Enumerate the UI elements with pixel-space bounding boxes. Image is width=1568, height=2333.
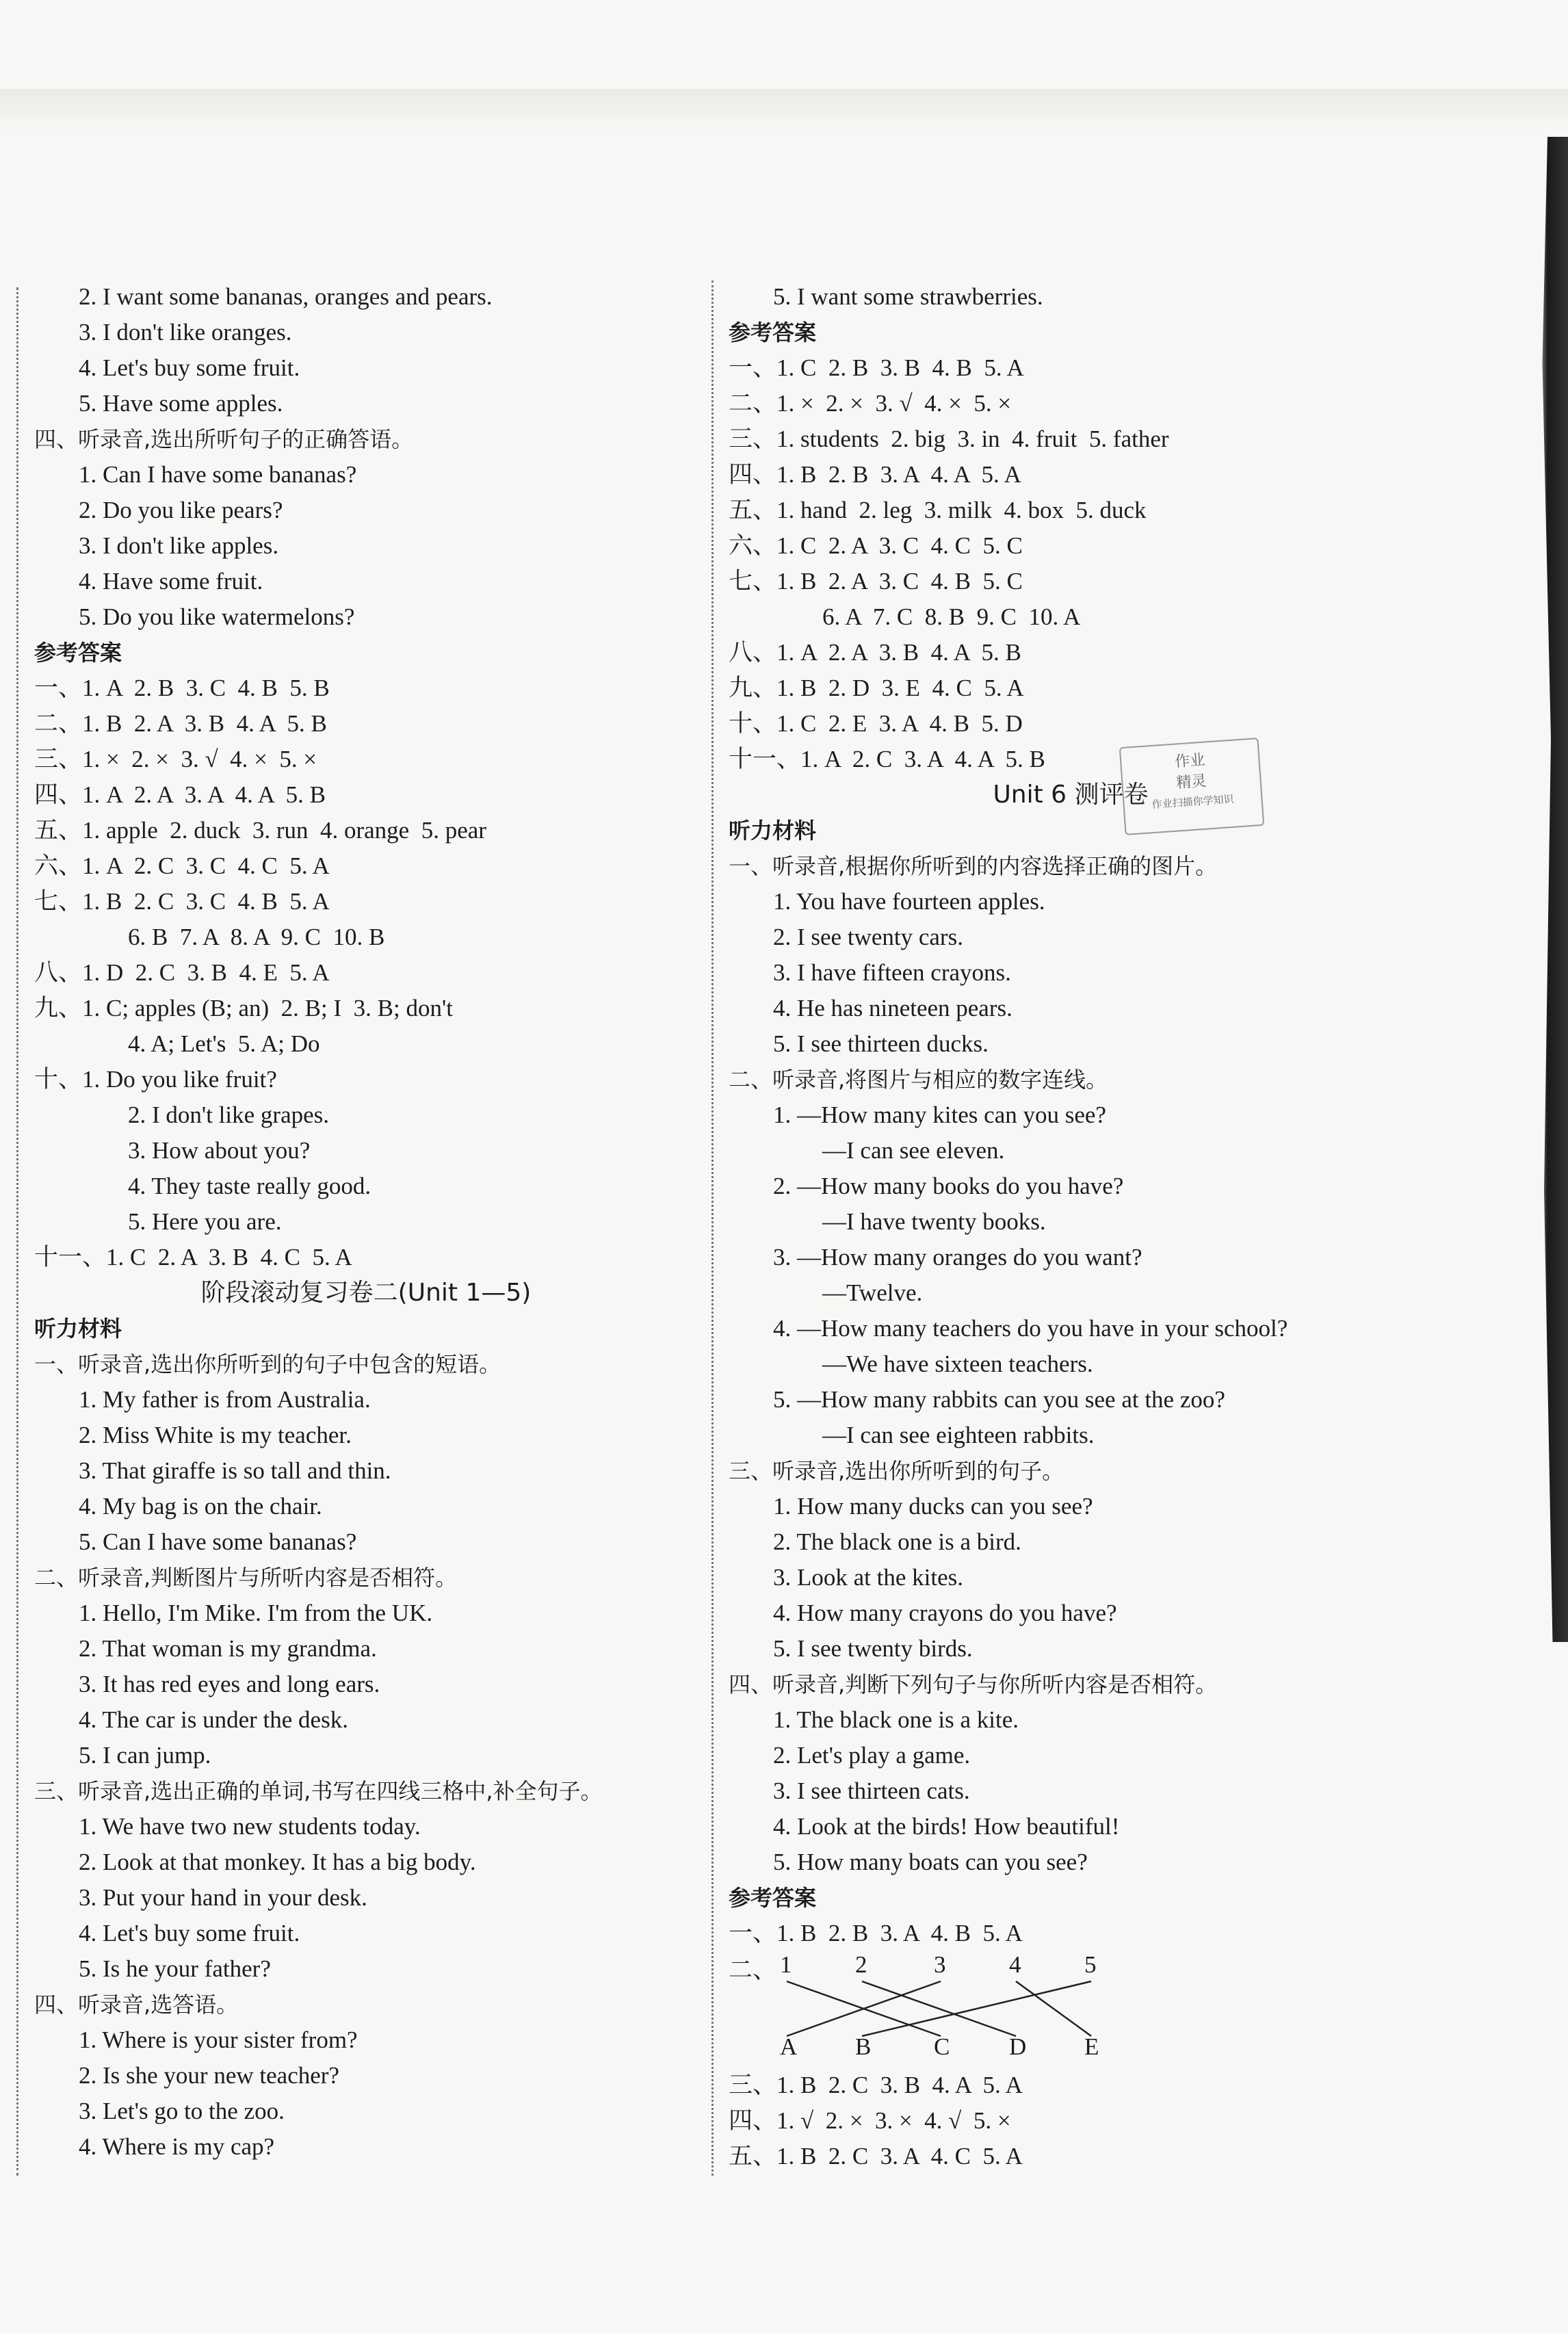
answer-line: 一、1. C 2. B 3. B 4. B 5. A	[729, 354, 1024, 381]
text-line: —Twelve.	[822, 1279, 923, 1306]
text-line: 4. Let's buy some fruit.	[79, 1920, 300, 1946]
answer-line: 四、1. B 2. B 3. A 4. A 5. A	[729, 461, 1021, 488]
page-edge-shadow	[1534, 137, 1568, 1642]
section-title: Unit 6 测评卷	[993, 781, 1149, 809]
answer-line: 九、1. B 2. D 3. E 4. C 5. A	[729, 675, 1024, 701]
column-dotted-rule	[711, 281, 714, 2176]
text-line: 4. Have some fruit.	[79, 568, 263, 595]
app-watermark-stamp	[1119, 738, 1265, 835]
stamp-line: 精灵	[1175, 772, 1207, 792]
answer-key-label: 参考答案	[729, 1885, 817, 1911]
match-line	[862, 1981, 1091, 2036]
text-line: 1. Where is your sister from?	[79, 2026, 358, 2053]
text-line: —I have twenty books.	[822, 1208, 1046, 1235]
answer-line: 五、1. hand 2. leg 3. milk 4. box 5. duck	[729, 497, 1147, 523]
answer-line: 5. Here you are.	[128, 1208, 282, 1235]
match-letter: C	[934, 2033, 950, 2060]
text-line: 3. I don't like apples.	[79, 532, 279, 559]
text-line: 1. We have two new students today.	[79, 1813, 421, 1840]
answer-line: 七、1. B 2. A 3. C 4. B 5. C	[729, 568, 1023, 595]
matching-prefix: 二、	[729, 1957, 777, 1983]
text-line: 1. Can I have some bananas?	[79, 461, 357, 488]
answer-line: 三、1. × 2. × 3. √ 4. × 5. ×	[34, 746, 317, 772]
text-line: 4. My bag is on the chair.	[79, 1493, 322, 1520]
text-line: 1. —How many kites can you see?	[773, 1102, 1106, 1128]
matching-answer	[729, 1951, 1413, 2068]
text-line: —We have sixteen teachers.	[822, 1351, 1093, 1377]
answer-line: 四、1. A 2. A 3. A 4. A 5. B	[34, 781, 326, 808]
text-line: 4. Let's buy some fruit.	[79, 354, 300, 381]
listening-material-label: 听力材料	[729, 818, 817, 844]
text-line: 5. I see thirteen ducks.	[773, 1030, 989, 1057]
text-line: 5. I can jump.	[79, 1742, 211, 1769]
text-line: 5. I see twenty birds.	[773, 1635, 973, 1662]
text-line: 3. That giraffe is so tall and thin.	[79, 1457, 391, 1484]
question-heading: 二、听录音,将图片与相应的数字连线。	[729, 1067, 1108, 1093]
match-number: 3	[934, 1951, 946, 1978]
answer-line: 六、1. C 2. A 3. C 4. C 5. C	[729, 532, 1023, 559]
text-line: 4. Where is my cap?	[79, 2133, 275, 2160]
text-line: 5. Have some apples.	[79, 390, 283, 417]
answer-line: 二、1. B 2. A 3. B 4. A 5. B	[34, 710, 327, 737]
match-letter: B	[855, 2033, 872, 2060]
question-heading: 四、听录音,选答语。	[34, 1992, 239, 2018]
text-line: 2. The black one is a bird.	[773, 1528, 1021, 1555]
question-heading: 三、听录音,选出你所听到的句子。	[729, 1458, 1064, 1484]
text-line: 2. Do you like pears?	[79, 497, 283, 523]
answer-line: 八、1. D 2. C 3. B 4. E 5. A	[34, 959, 330, 986]
answer-line: 八、1. A 2. A 3. B 4. A 5. B	[729, 639, 1021, 666]
listening-material-label: 听力材料	[34, 1316, 122, 1342]
text-line: 2. Let's play a game.	[773, 1742, 971, 1769]
answer-line: 九、1. C; apples (B; an) 2. B; I 3. B; don't	[34, 995, 453, 1021]
text-line: 5. How many boats can you see?	[773, 1849, 1088, 1875]
text-line: 5. Can I have some bananas?	[79, 1528, 357, 1555]
match-number: 1	[780, 1951, 792, 1978]
answer-line: 二、1. × 2. × 3. √ 4. × 5. ×	[729, 390, 1012, 417]
text-line: 2. That woman is my grandma.	[79, 1635, 377, 1662]
answer-line: 十、1. C 2. E 3. A 4. B 5. D	[729, 710, 1023, 737]
text-line: 3. I see thirteen cats.	[773, 1777, 970, 1804]
answer-line: 十一、1. A 2. C 3. A 4. A 5. B	[729, 746, 1045, 772]
match-number: 5	[1084, 1951, 1097, 1978]
text-line: 4. Look at the birds! How beautiful!	[773, 1813, 1120, 1840]
section-title: 阶段滚动复习卷二(Unit 1—5)	[200, 1279, 532, 1307]
text-line: 2. —How many books do you have?	[773, 1173, 1124, 1199]
text-line: 3. —How many oranges do you want?	[773, 1244, 1142, 1270]
text-line: 2. I want some bananas, oranges and pears.	[79, 283, 493, 310]
answer-line: 七、1. B 2. C 3. C 4. B 5. A	[34, 888, 330, 915]
matching-lines	[729, 1951, 1153, 2068]
match-line	[862, 1981, 1016, 2036]
answer-line: 4. They taste really good.	[128, 1173, 371, 1199]
answer-line: 3. How about you?	[128, 1137, 311, 1164]
text-line: —I can see eleven.	[822, 1137, 1005, 1164]
question-heading: 一、听录音,根据你所听到的内容选择正确的图片。	[729, 853, 1218, 879]
match-letter: E	[1084, 2033, 1099, 2060]
answer-line: 一、1. B 2. B 3. A 4. B 5. A	[729, 1920, 1023, 1946]
text-line: 3. I have fifteen crayons.	[773, 959, 1011, 986]
answer-line: 五、1. B 2. C 3. A 4. C 5. A	[729, 2143, 1023, 2169]
answer-line: 三、1. B 2. C 3. B 4. A 5. A	[729, 2072, 1023, 2098]
answer-line: 2. I don't like grapes.	[128, 1102, 330, 1128]
answer-line: 四、1. √ 2. × 3. × 4. √ 5. ×	[729, 2107, 1011, 2134]
text-line: 1. Hello, I'm Mike. I'm from the UK.	[79, 1600, 433, 1626]
text-line: 3. Put your hand in your desk.	[79, 1884, 367, 1911]
answer-key-label: 参考答案	[729, 320, 817, 346]
text-line: 4. —How many teachers do you have in your school?	[773, 1315, 1288, 1342]
answer-line: 一、1. A 2. B 3. C 4. B 5. B	[34, 675, 330, 701]
text-line: 5. I want some strawberries.	[773, 283, 1043, 310]
text-line: 1. My father is from Australia.	[79, 1386, 371, 1413]
text-line: 5. Do you like watermelons?	[79, 603, 355, 630]
right-column	[729, 279, 1413, 2174]
answer-line: 十、1. Do you like fruit?	[34, 1066, 277, 1093]
answer-line: 五、1. apple 2. duck 3. run 4. orange 5. pear	[34, 817, 486, 844]
text-line: 1. How many ducks can you see?	[773, 1493, 1093, 1520]
answer-line: 三、1. students 2. big 3. in 4. fruit 5. father	[729, 426, 1169, 452]
stamp-line: 作业扫描你学知识	[1151, 792, 1235, 811]
match-letter: D	[1009, 2033, 1027, 2060]
question-heading: 四、听录音,选出所听句子的正确答语。	[34, 426, 414, 452]
question-heading: 一、听录音,选出你所听到的句子中包含的短语。	[34, 1351, 501, 1377]
answer-line: 4. A; Let's 5. A; Do	[128, 1030, 320, 1057]
match-number: 4	[1009, 1951, 1021, 1978]
answer-line: 6. B 7. A 8. A 9. C 10. B	[128, 924, 385, 950]
text-line: 2. Is she your new teacher?	[79, 2062, 339, 2089]
text-line: 5. —How many rabbits can you see at the zoo?	[773, 1386, 1225, 1413]
left-dotted-rule	[16, 287, 18, 2176]
text-line: —I can see eighteen rabbits.	[822, 1422, 1095, 1448]
match-letter: A	[780, 2033, 798, 2060]
text-line: 2. I see twenty cars.	[773, 924, 963, 950]
question-heading: 二、听录音,判断图片与所听内容是否相符。	[34, 1565, 458, 1591]
answer-line: 6. A 7. C 8. B 9. C 10. A	[822, 603, 1081, 630]
text-line: 3. I don't like oranges.	[79, 319, 292, 346]
text-line: 3. Let's go to the zoo.	[79, 2098, 285, 2124]
stamp-line: 作业	[1174, 751, 1206, 771]
text-line: 1. You have fourteen apples.	[773, 888, 1045, 915]
scan-shadow-band	[0, 89, 1568, 130]
text-line: 4. How many crayons do you have?	[773, 1600, 1117, 1626]
text-line: 2. Look at that monkey. It has a big body.	[79, 1849, 476, 1875]
answer-line: 十一、1. C 2. A 3. B 4. C 5. A	[34, 1244, 352, 1270]
text-line: 1. The black one is a kite.	[773, 1706, 1019, 1733]
text-line: 2. Miss White is my teacher.	[79, 1422, 352, 1448]
text-line: 4. The car is under the desk.	[79, 1706, 348, 1733]
text-line: 3. Look at the kites.	[773, 1564, 964, 1591]
question-heading: 四、听录音,判断下列句子与你所听内容是否相符。	[729, 1671, 1218, 1697]
text-line: 4. He has nineteen pears.	[773, 995, 1012, 1021]
answer-key-label: 参考答案	[34, 640, 122, 666]
match-number: 2	[855, 1951, 867, 1978]
question-heading: 三、听录音,选出正确的单词,书写在四线三格中,补全句子。	[34, 1778, 603, 1804]
text-line: 5. Is he your father?	[79, 1955, 271, 1982]
text-line: 3. It has red eyes and long ears.	[79, 1671, 380, 1697]
left-column	[34, 279, 698, 2165]
answer-line: 六、1. A 2. C 3. C 4. C 5. A	[34, 852, 330, 879]
